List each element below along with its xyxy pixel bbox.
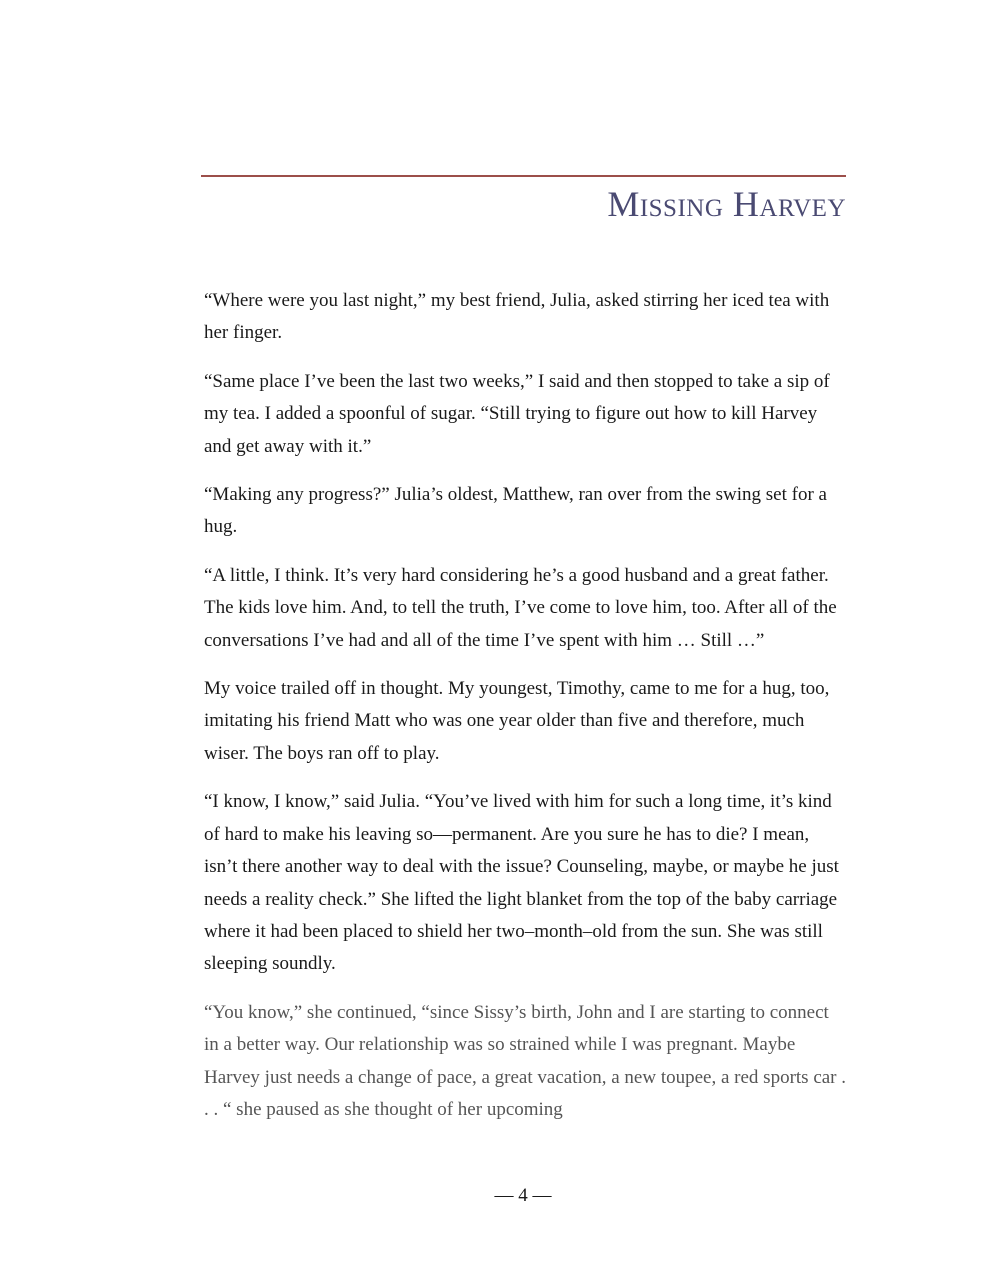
body-text: [204, 285, 846, 1142]
title-rule: [201, 175, 846, 177]
paragraph: “A little, I think. It’s very hard considering he’s a good husband and a great father. The kids love him. And, to tell the truth, I’ve come to love him, too. After all of the conversations I’ve had and all of the time I’ve spent with him … Still …”: [204, 564, 837, 651]
chapter-title: Missing Harvey: [607, 184, 846, 224]
paragraph: “Making any progress?” Julia’s oldest, Matthew, ran over from the swing set for a hug.: [204, 484, 827, 538]
paragraph: “Same place I’ve been the last two weeks,” I said and then stopped to take a sip of my tea. I added a spoonful of sugar. “Still trying to figure out how to kill Harvey and get away with it.”: [204, 370, 830, 457]
paragraph: “Where were you last night,” my best friend, Julia, asked stirring her iced tea with her finger.: [204, 290, 830, 344]
paragraph: “You know,” she continued, “since Sissy’s birth, John and I are starting to connect in a better way. Our relationship was so strained while I was pregnant. Maybe Harvey just needs a change of pace, a great vacation, a new toupee, a red sports car . . . “ she paused as she thought of her upcoming: [204, 1001, 847, 1120]
paragraph: My voice trailed off in thought. My youngest, Timothy, came to me for a hug, too, imitating his friend Matt who was one year older than five and therefore, much wiser. The boys ran off to play.: [204, 678, 830, 764]
paragraph: “I know, I know,” said Julia. “You’ve lived with him for such a long time, it’s kind of hard to make his leaving so—permanent. Are you sure he has to die? I mean, isn’t there another way to deal with the issue? Counseling, maybe, or maybe he just needs a reality check.” She lifted the light blanket from the top of the baby carriage where it had been placed to shield her two–month–old from the sun. She was still sleeping soundly.: [204, 791, 839, 975]
page-number: — 4 —: [494, 1185, 552, 1206]
